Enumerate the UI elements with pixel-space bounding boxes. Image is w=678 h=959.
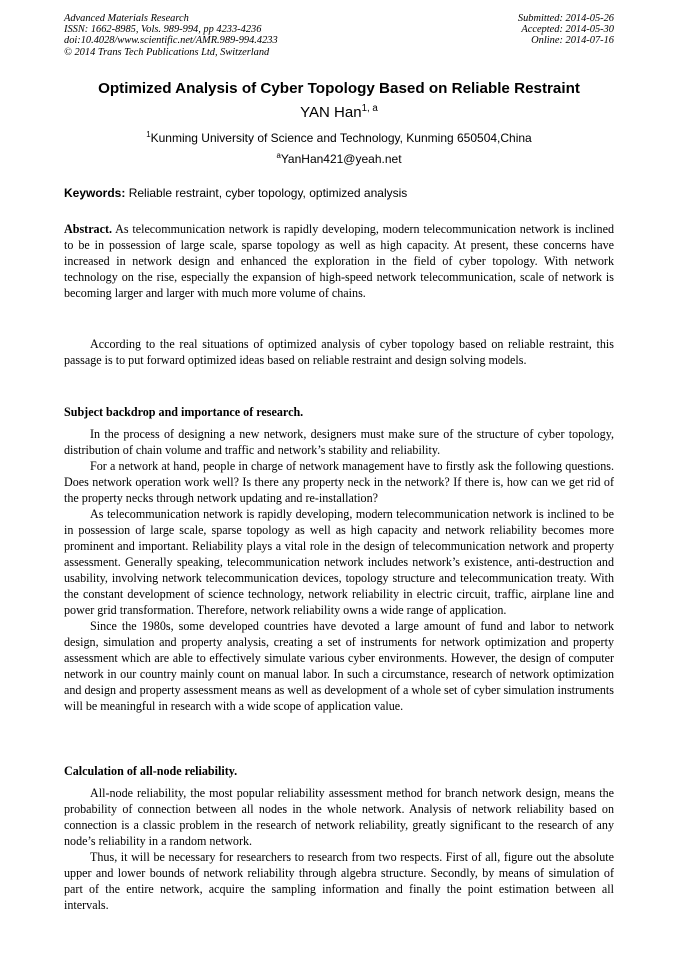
publication-dates xyxy=(518,13,614,47)
submitted-date: Submitted: 2014-05-26 xyxy=(517,13,614,24)
accepted-date: Accepted: 2014-05-30 xyxy=(521,24,614,36)
section-all-node-reliability xyxy=(64,763,614,913)
email-address[interactable]: YanHan421@yeah.net xyxy=(280,152,402,166)
email-line xyxy=(0,152,678,166)
section-heading: Subject backdrop and importance of research. xyxy=(64,405,304,419)
author-name: YAN Han xyxy=(300,104,362,121)
paragraph: For a network at hand, people in charge of network management have to firstly ask the following questions. Does network operation work well? Is there any property neck in the network? If there is, how can we get rid of the property necks through network updating and re-installation? xyxy=(64,459,614,505)
keywords-label: Keywords: xyxy=(64,186,126,200)
abstract-text: As telecommunication network is rapidly developing, modern telecommunication network is inclined to be in possession of large scale, sparse topology as well as high capacity. At present, these concerns have increased in network design and enhanced the exploration in the field of cyber topology. With network technology on the rise, especially the expansion of high-speed network telecommunication, scale of network is becoming larger and larger with much more volume of chains. xyxy=(64,222,614,300)
author-superscript: 1, a xyxy=(361,103,378,114)
affiliation-text: Kunming University of Science and Technology, Kunming 650504,China xyxy=(150,131,532,145)
journal-name: Advanced Materials Research xyxy=(64,13,189,24)
paragraph: According to the real situations of optimized analysis of cyber topology based on reliable restraint, this passage is to put forward optimized ideas based on reliable restraint and design solving models. xyxy=(64,337,614,367)
paragraph: As telecommunication network is rapidly developing, modern telecommunication network is inclined to be in possession of large scale, sparse topology as well as high capacity and network reliability becomes more prominent and important. Reliability plays a vital role in the design of telecommunication network and property assessment. Generally speaking, telecommunication network includes network’s existence, anti-destruction and usability, involving network telecommunication devices, topology structure and telecommunication treaty. With the constant development of science technology, network reliability in electric circuit, traffic, airplane line and power grid transformation. Therefore, network reliability owns a wide range of application. xyxy=(64,507,614,617)
affiliation-line xyxy=(0,131,678,145)
section-heading: Calculation of all-node reliability. xyxy=(64,764,238,778)
copyright-line: © 2014 Trans Tech Publications Ltd, Switzerland xyxy=(64,46,270,58)
abstract-label: Abstract. xyxy=(64,222,113,236)
journal-info xyxy=(64,13,278,58)
affiliation-superscript: 1 xyxy=(146,130,151,139)
paragraph: Thus, it will be necessary for researchers to research from two respects. First of all, figure out the absolute upper and lower bounds of network reliability through algebra structure. Secondly, by means of simulation of part of the entire network, acquire the sampling information and finally the point estimation between all intervals. xyxy=(64,850,614,912)
issn-line: ISSN: 1662-8985, Vols. 989-994, pp 4233-4236 xyxy=(64,24,262,36)
keywords xyxy=(64,186,614,200)
section-subject-backdrop xyxy=(64,404,614,714)
online-date: Online: 2014-07-16 xyxy=(531,35,614,47)
paragraph: All-node reliability, the most popular reliability assessment method for branch network design, means the probability of connection between all nodes in the whole network. Analysis of network reliability based on connection is a classic problem in the research of network reliability, greatly significant to the research of any node’s reliability in a random network. xyxy=(64,786,614,848)
paragraph: In the process of designing a new network, designers must make sure of the structure of cyber topology, distribution of chain volume and traffic and network’s stability and reliability. xyxy=(64,427,614,457)
keywords-text: Reliable restraint, cyber topology, optimized analysis xyxy=(125,186,408,200)
abstract xyxy=(64,221,614,301)
email-superscript: a xyxy=(276,151,281,160)
author-line xyxy=(0,104,678,121)
doi-line: doi:10.4028/www.scientific.net/AMR.989-994.4233 xyxy=(64,35,278,47)
paragraph: Since the 1980s, some developed countries have devoted a large amount of fund and labor to network design, simulation and property analysis, creating a set of instruments for network optimization and property assessment which are able to effectively simulate various cyber environments. However, the design of computer network in our country mainly count on manual labor. In such a circumstance, research of network optimization and design and property assessment means as well as development of a whole set of cyber simulation instruments will be meaningful in research with a wide scope of application value. xyxy=(64,619,614,713)
paper-title: Optimized Analysis of Cyber Topology Based on Reliable Restraint xyxy=(98,80,580,97)
abstract-paragraph-2 xyxy=(64,336,614,368)
